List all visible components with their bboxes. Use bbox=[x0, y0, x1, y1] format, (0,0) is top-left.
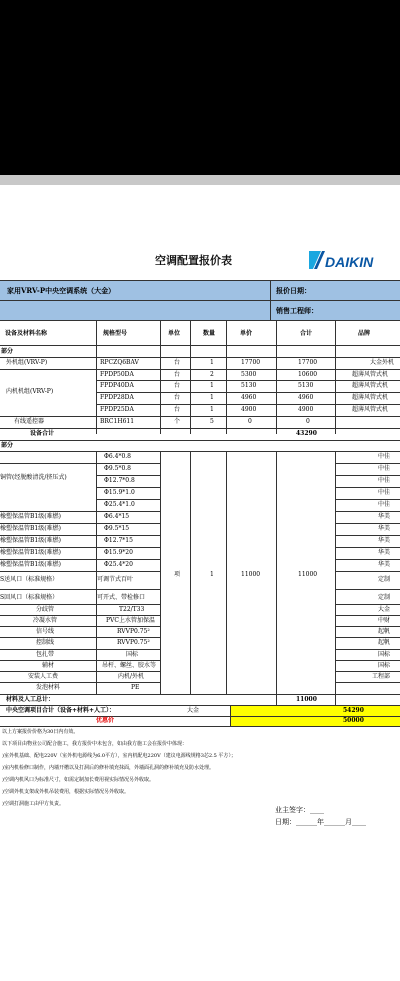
indoor-brand: 超薄风管式机 bbox=[352, 406, 389, 413]
copper-pipe-spec: Φ15.9*1.0 bbox=[104, 489, 135, 496]
insulation-brand: 华美 bbox=[378, 537, 391, 544]
note-line: )室内机检修口制作，内墙开槽以及打洞后的修补填充抹面，外墙面孔洞的修补填充及防水处理。 bbox=[2, 765, 214, 771]
insulation-spec: Φ15.9*20 bbox=[104, 549, 133, 556]
brand-text: DAIKIN bbox=[325, 254, 374, 270]
indoor-name: 内机机组(VRV-P) bbox=[6, 388, 54, 395]
note-line: )空调打洞施工由甲方负责。 bbox=[2, 801, 64, 807]
other-item-brand: 定制 bbox=[378, 594, 391, 601]
indoor-total: 10600 bbox=[298, 371, 318, 378]
indoor-price: 5130 bbox=[241, 382, 257, 389]
grand-total-value: 54290 bbox=[343, 707, 364, 714]
other-item-spec: 可调节式百叶 bbox=[97, 576, 134, 583]
other-item-brand: 定制 bbox=[378, 576, 391, 583]
copper-pipe-brand: 中佳 bbox=[378, 489, 391, 496]
outdoor-brand: 大金外机 bbox=[370, 359, 395, 366]
indoor-unit: 台 bbox=[174, 394, 181, 401]
scrollbar-band bbox=[0, 175, 400, 185]
outdoor-unit: 台 bbox=[174, 359, 181, 366]
indoor-qty: 1 bbox=[210, 406, 214, 413]
note-line: )室外机基础、配电220V（室外机电源线为6.0平方），室内机配电220V（建议电源线规格3芯2.5 平方）； bbox=[2, 753, 236, 759]
other-item-brand: 工程部 bbox=[372, 673, 391, 680]
header-unit: 单位 bbox=[168, 330, 181, 337]
indoor-qty: 1 bbox=[210, 382, 214, 389]
labor-total-value: 11000 bbox=[296, 696, 317, 703]
other-item-spec: 吊杆、螺丝、胶水等 bbox=[102, 662, 157, 669]
copper-pipe-name: 铜管(经脱酸清洗/挤压式) bbox=[0, 474, 67, 481]
indoor-price: 4960 bbox=[241, 394, 257, 401]
insulation-spec: Φ25.4*20 bbox=[104, 561, 133, 568]
header-model: 规格型号 bbox=[103, 330, 128, 337]
remote-total: 0 bbox=[306, 418, 310, 425]
grand-total-label: 中央空调项目合计（设备+材料+人工）： bbox=[6, 707, 116, 714]
outdoor-price: 17700 bbox=[241, 359, 261, 366]
owner-signature: 业主签字：____ bbox=[275, 806, 324, 814]
other-item-name: 辅材 bbox=[42, 662, 55, 669]
indoor-model: FPDP50DA bbox=[100, 371, 134, 378]
insulation-name: 橡塑保温管B1级(难燃) bbox=[0, 525, 61, 532]
indoor-total: 4900 bbox=[298, 406, 314, 413]
copper-pipe-brand: 中佳 bbox=[378, 453, 391, 460]
other-item-brand: 起帆 bbox=[378, 639, 391, 646]
other-item-name: 分歧管 bbox=[36, 606, 55, 613]
section-equipment-label: 部分 bbox=[1, 348, 14, 355]
other-item-name: 控制线 bbox=[36, 639, 55, 646]
insulation-name: 橡塑保温管B1级(难燃) bbox=[0, 537, 61, 544]
remote-unit: 个 bbox=[174, 418, 181, 425]
insulation-brand: 华美 bbox=[378, 525, 391, 532]
header-item: 设备及材料名称 bbox=[5, 330, 48, 337]
indoor-total: 5130 bbox=[298, 382, 314, 389]
other-item-spec: T22/T33 bbox=[119, 606, 145, 613]
materials-price: 11000 bbox=[241, 571, 261, 578]
other-item-spec: 国标 bbox=[126, 651, 139, 658]
other-item-brand: 起帆 bbox=[378, 628, 391, 635]
copper-pipe-spec: Φ6.4*0.8 bbox=[104, 453, 132, 460]
header-qty: 数量 bbox=[203, 330, 216, 337]
other-item-name: S送风口（标准规格） bbox=[0, 576, 59, 583]
materials-unit: 项 bbox=[174, 571, 181, 578]
sales-engineer-label: 销售工程师： bbox=[276, 306, 318, 315]
indoor-model: FPDP25DA bbox=[100, 406, 134, 413]
indoor-qty: 2 bbox=[210, 371, 214, 378]
other-item-name: 信号线 bbox=[36, 628, 55, 635]
indoor-unit: 台 bbox=[174, 371, 181, 378]
insulation-spec: Φ9.5*15 bbox=[104, 525, 130, 532]
indoor-model: FPDP40DA bbox=[100, 382, 134, 389]
other-item-brand: 大金 bbox=[378, 606, 391, 613]
note-line: 以上方案报价价格为30日内有效。 bbox=[2, 729, 79, 735]
copper-pipe-brand: 中佳 bbox=[378, 477, 391, 484]
remote-qty: 5 bbox=[210, 418, 214, 425]
remote-price: 0 bbox=[248, 418, 252, 425]
insulation-name: 橡塑保温管B1级(难燃) bbox=[0, 561, 61, 568]
other-item-name: S回风口（标准规格） bbox=[0, 594, 59, 601]
indoor-qty: 1 bbox=[210, 394, 214, 401]
page-title: 空调配置报价表 bbox=[155, 254, 232, 267]
indoor-brand: 超薄风管式机 bbox=[352, 382, 389, 389]
copper-pipe-spec: Φ12.7*0.8 bbox=[104, 477, 135, 484]
insulation-name: 橡塑保温管B1级(难燃) bbox=[0, 549, 61, 556]
equipment-total-label: 设备合计 bbox=[30, 430, 55, 437]
other-item-spec: RVVP0.75² bbox=[117, 628, 150, 635]
indoor-brand: 超薄风管式机 bbox=[352, 371, 389, 378]
indoor-brand: 超薄风管式机 bbox=[352, 394, 389, 401]
other-item-brand: 国标 bbox=[378, 662, 391, 669]
insulation-brand: 华美 bbox=[378, 513, 391, 520]
outdoor-name: 外机组(VRV-P) bbox=[6, 359, 48, 366]
indoor-model: FPDP28DA bbox=[100, 394, 134, 401]
header-brand: 品牌 bbox=[358, 330, 371, 337]
other-item-name: 冷凝水管 bbox=[33, 617, 58, 624]
note-line: )空调外机支架或外机吊装费用，根据实际情况另外收取。 bbox=[2, 789, 129, 795]
insulation-brand: 华美 bbox=[378, 549, 391, 556]
outdoor-total: 17700 bbox=[298, 359, 318, 366]
discount-label: 优惠价 bbox=[96, 717, 115, 724]
copper-pipe-brand: 中佳 bbox=[378, 465, 391, 472]
copper-pipe-spec: Φ9.5*0.8 bbox=[104, 465, 132, 472]
outdoor-qty: 1 bbox=[210, 359, 214, 366]
insulation-name: 橡塑保温管B1级(难燃) bbox=[0, 513, 61, 520]
header-price: 单价 bbox=[240, 330, 253, 337]
indoor-unit: 台 bbox=[174, 406, 181, 413]
insulation-spec: Φ6.4*15 bbox=[104, 513, 130, 520]
top-dark-band bbox=[0, 0, 400, 175]
equipment-total-value: 43290 bbox=[296, 430, 317, 437]
sign-date: 日期：______年______月____ bbox=[275, 818, 366, 826]
other-item-brand: 国标 bbox=[378, 651, 391, 658]
copper-pipe-spec: Φ25.4*1.0 bbox=[104, 501, 135, 508]
other-item-name: 安装人工费 bbox=[28, 673, 59, 680]
materials-total: 11000 bbox=[298, 571, 318, 578]
remote-model: BRC1H611 bbox=[100, 418, 135, 425]
remote-name: 有线遥控器 bbox=[14, 418, 45, 425]
discount-value: 50000 bbox=[343, 717, 364, 724]
insulation-spec: Φ12.7*15 bbox=[104, 537, 133, 544]
indoor-price: 5300 bbox=[241, 371, 257, 378]
other-item-name: 包扎带 bbox=[36, 651, 55, 658]
other-item-spec: 内机/外机 bbox=[118, 673, 145, 680]
note-line: )空调内机风口为标准尺寸，如需定制加长费用视实际情况另外收取。 bbox=[2, 777, 154, 783]
insulation-brand: 华美 bbox=[378, 561, 391, 568]
daikin-logo bbox=[309, 248, 374, 272]
section-materials-label: 部分 bbox=[1, 442, 14, 449]
project-name: 家用VRV-P中央空调系统（大金） bbox=[7, 286, 116, 295]
note-line: 以下项目由物业公司配合施工，我方报价中未包含，如由我方施工会在报价中体现： bbox=[2, 741, 188, 747]
other-item-brand: 中财 bbox=[378, 617, 391, 624]
other-item-spec: PVC上水管加保温 bbox=[106, 617, 155, 624]
copper-pipe-brand: 中佳 bbox=[378, 501, 391, 508]
materials-qty: 1 bbox=[210, 571, 214, 578]
grand-total-brand: 大金 bbox=[187, 707, 200, 714]
other-item-spec: PE bbox=[131, 684, 140, 691]
indoor-total: 4960 bbox=[298, 394, 314, 401]
other-item-spec: RVVP0.75² bbox=[117, 639, 150, 646]
labor-total-label: 材料及人工总计： bbox=[6, 696, 55, 703]
outdoor-model: RPCZQ6BAV bbox=[100, 359, 139, 366]
header-total: 合计 bbox=[300, 330, 313, 337]
indoor-price: 4900 bbox=[241, 406, 257, 413]
other-item-name: 发泡材料 bbox=[36, 684, 61, 691]
quote-date-label: 报价日期： bbox=[276, 286, 311, 295]
indoor-unit: 台 bbox=[174, 382, 181, 389]
other-item-spec: 可开式、带检修口 bbox=[97, 594, 146, 601]
